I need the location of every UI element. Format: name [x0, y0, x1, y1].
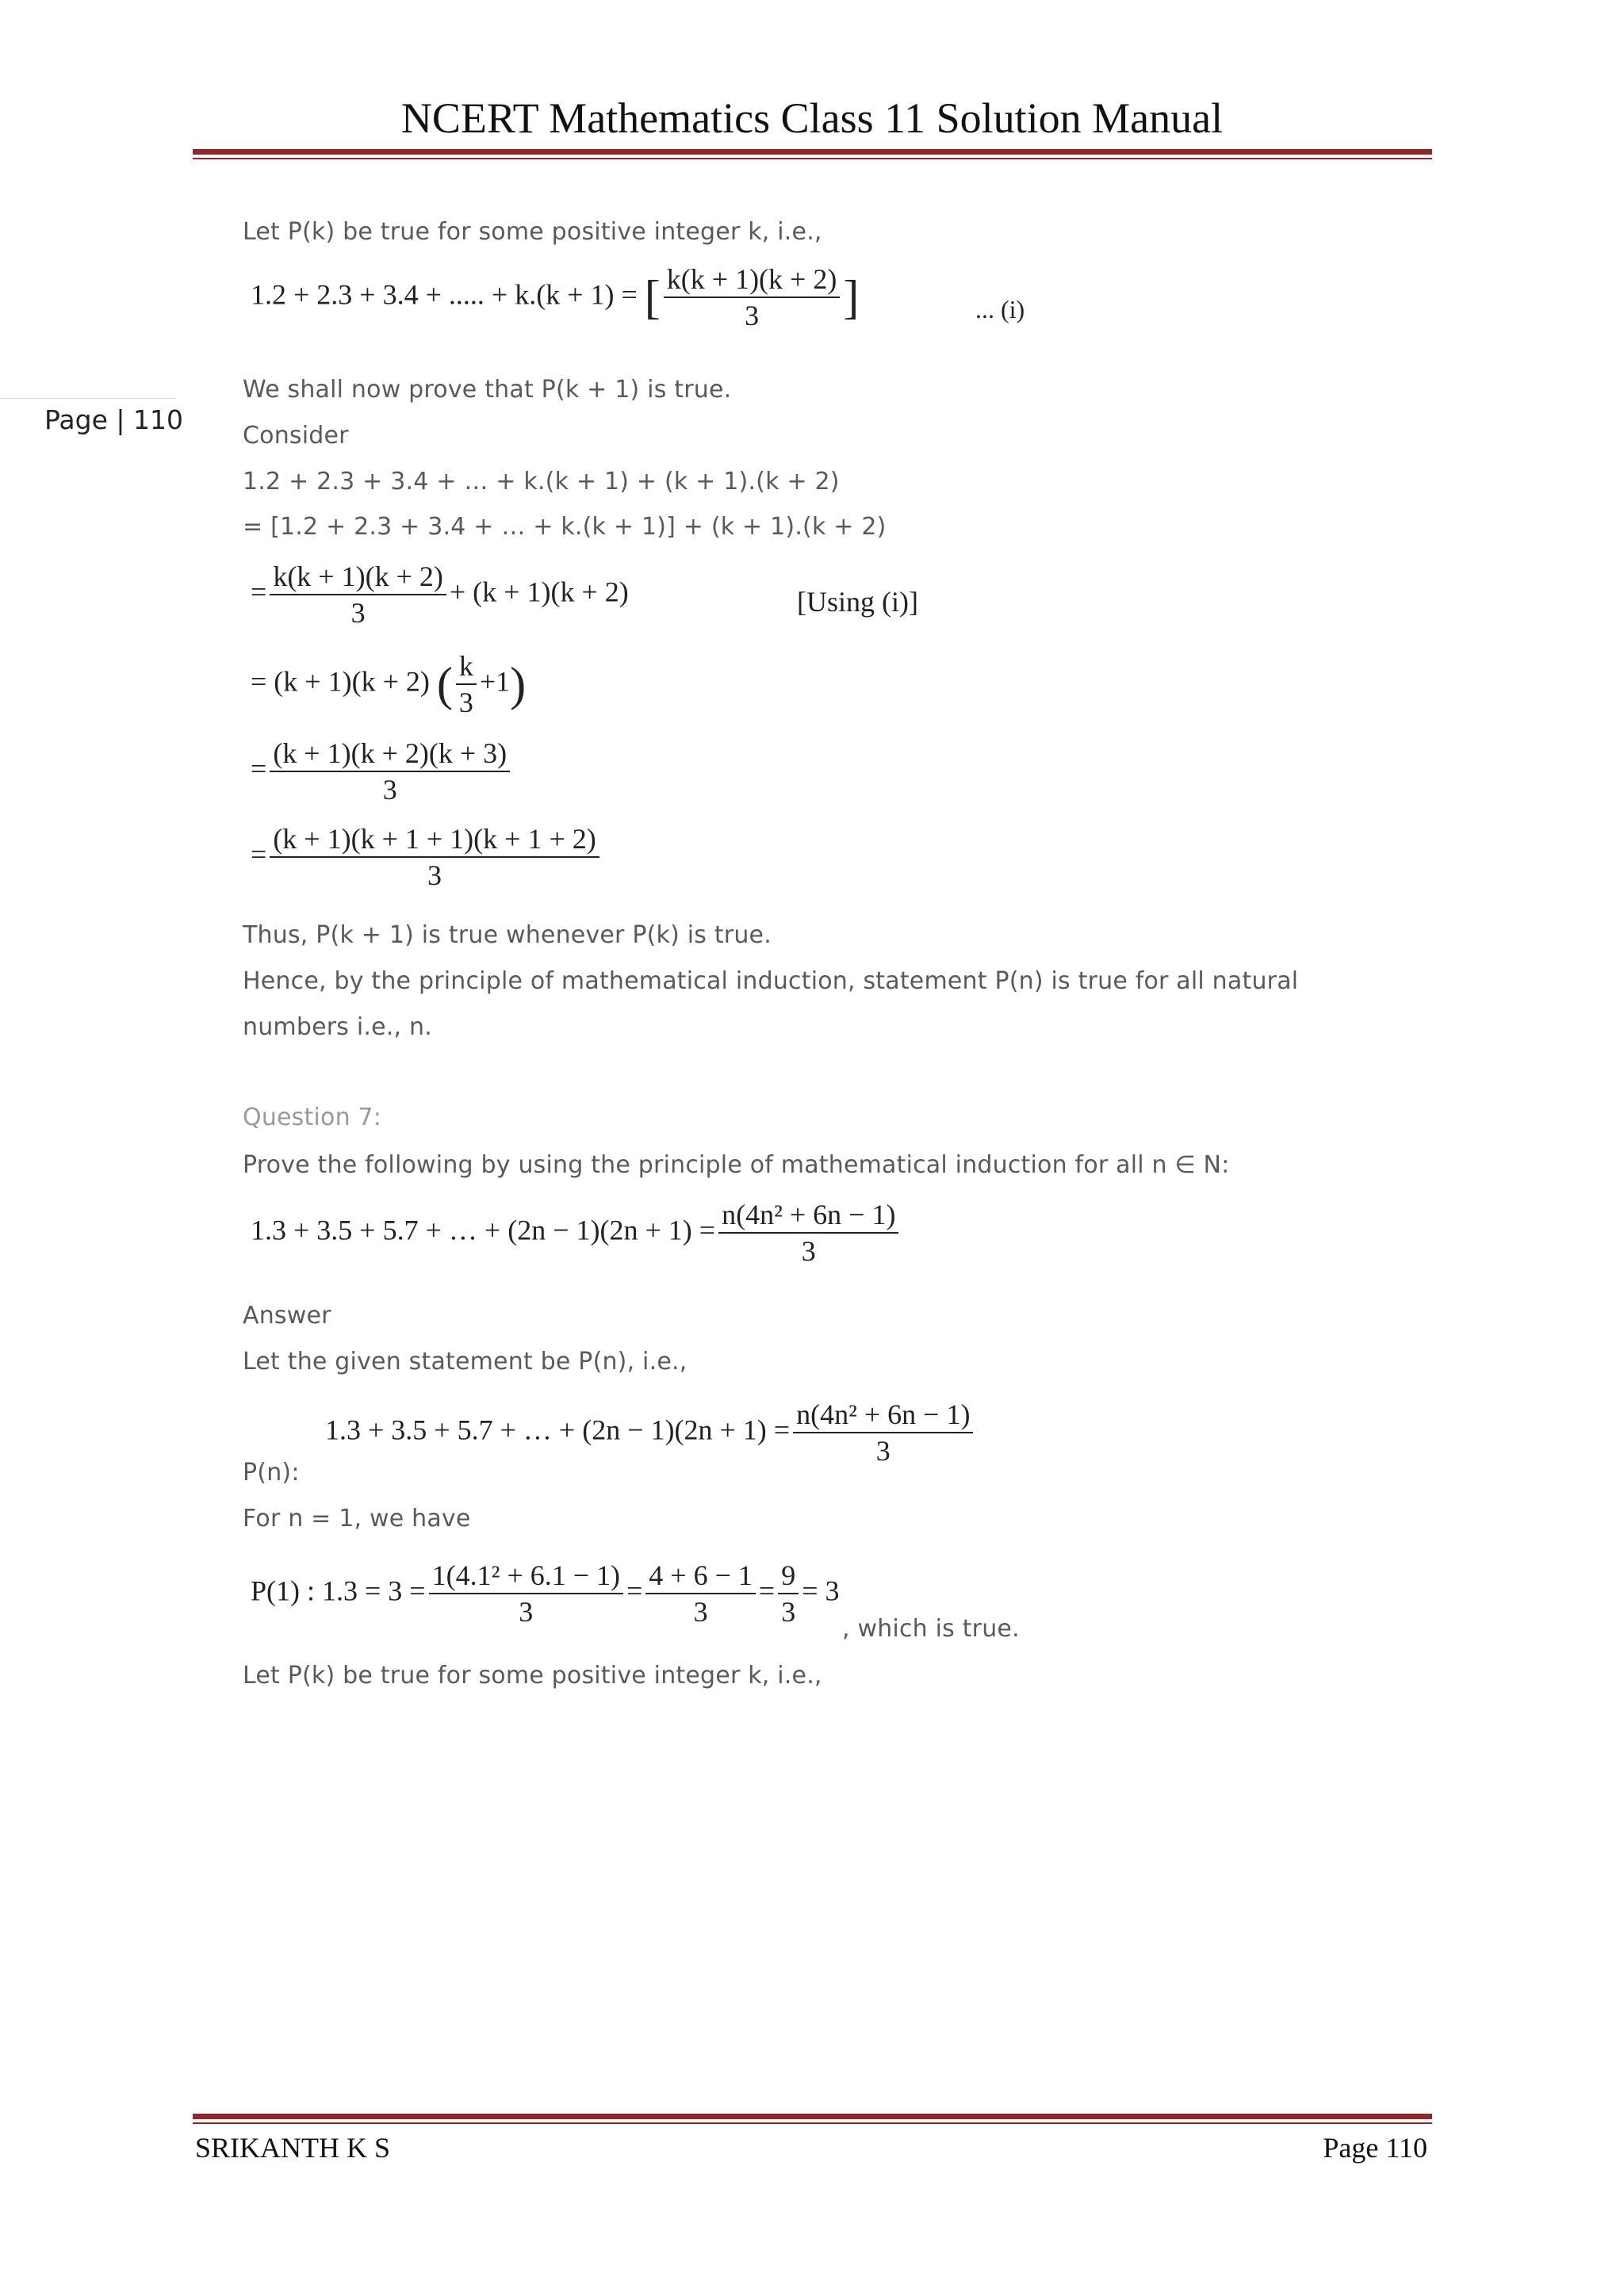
page-header-title: NCERT Mathematics Class 11 Solution Manual	[400, 94, 1224, 142]
footer-rule-thick	[193, 2114, 1432, 2119]
footer-rule-thin	[193, 2122, 1432, 2124]
text-line: Consider	[243, 422, 349, 450]
text-line: Hence, by the principle of mathematical induction, statement P(n) is true for all natural	[243, 967, 1299, 995]
equation-i: 1.2 + 2.3 + 3.4 + ..... + k.(k + 1) = [ $\frac{k(k + 1)(k + 2)}{3}$ ]	[251, 263, 860, 331]
header-rule-thick	[193, 149, 1432, 155]
text-line: Let P(k) be true for some positive integer k, i.e.,	[243, 218, 822, 246]
proof-step-2: = (k + 1)(k + 2) ( $\frac{k}{3}$ +1)	[251, 650, 527, 718]
pn-label: P(n):	[243, 1459, 300, 1487]
text-line: 1.2 + 2.3 + 3.4 + … + k.(k + 1) + (k + 1).(k + 2)	[243, 468, 840, 496]
side-divider	[0, 398, 176, 399]
equation-i-tag: ... (i)	[975, 295, 1025, 323]
proof-step-1: = $\frac{k(k + 1)(k + 2)}{3}$ + (k + 1)(k + 2)	[251, 561, 629, 629]
side-page-label: Page | 110	[44, 404, 183, 435]
pn-equation: 1.3 + 3.5 + 5.7 + … + (2n − 1)(2n + 1) = $\frac{\text{n(4n² + 6n − 1)}}{3}$	[325, 1397, 976, 1468]
text-line: Thus, P(k + 1) is true whenever P(k) is true.	[243, 921, 772, 949]
header-rule-thin	[193, 158, 1432, 159]
proof-step-1-note: [Using (i)]	[797, 586, 918, 618]
text-line: Let the given statement be P(n), i.e.,	[243, 1348, 688, 1376]
question-title: Question 7:	[243, 1104, 382, 1131]
equation-i-left: 1.2 + 2.3 + 3.4 + ..... + k.(k + 1) =	[251, 278, 638, 311]
text-line: numbers i.e., n.	[243, 1013, 432, 1041]
text-line: We shall now prove that P(k + 1) is true.	[243, 376, 732, 404]
p1-note: , which is true.	[842, 1615, 1020, 1643]
question-text: Prove the following by using the principle of mathematical induction for all n ∈ N:	[243, 1151, 1230, 1179]
text-line: Let P(k) be true for some positive integer k, i.e.,	[243, 1662, 822, 1689]
answer-label: Answer	[243, 1302, 331, 1330]
question-equation: 1.3 + 3.5 + 5.7 + … + (2n − 1)(2n + 1) = $\frac{\text{n(4n² + 6n − 1)}}{3}$	[251, 1197, 902, 1269]
text-line: = [1.2 + 2.3 + 3.4 + … + k.(k + 1)] + (k + 1).(k + 2)	[243, 513, 887, 541]
text-line: For n = 1, we have	[243, 1505, 471, 1533]
footer-page-number: Page 110	[1323, 2132, 1427, 2164]
proof-step-3: = $\frac{(k + 1)(k + 2)(k + 3)}{3}$	[251, 736, 513, 807]
proof-step-4: = $\frac{(k + 1)(k + 1 + 1)(k + 1 + 2)}{3}$	[251, 821, 603, 893]
footer-author: SRIKANTH K S	[195, 2132, 391, 2164]
p1-equation: P(1) : 1.3 = 3 = $\frac{\text{1(4.1² + 6.1 − 1)}}{3}$ = $\frac{4 + 6 - 1}{3}$ = $\frac{9}{3}$ = 3	[251, 1559, 840, 1628]
equation-i-fraction: $\frac{k(k + 1)(k + 2)}{3}$	[664, 262, 841, 333]
